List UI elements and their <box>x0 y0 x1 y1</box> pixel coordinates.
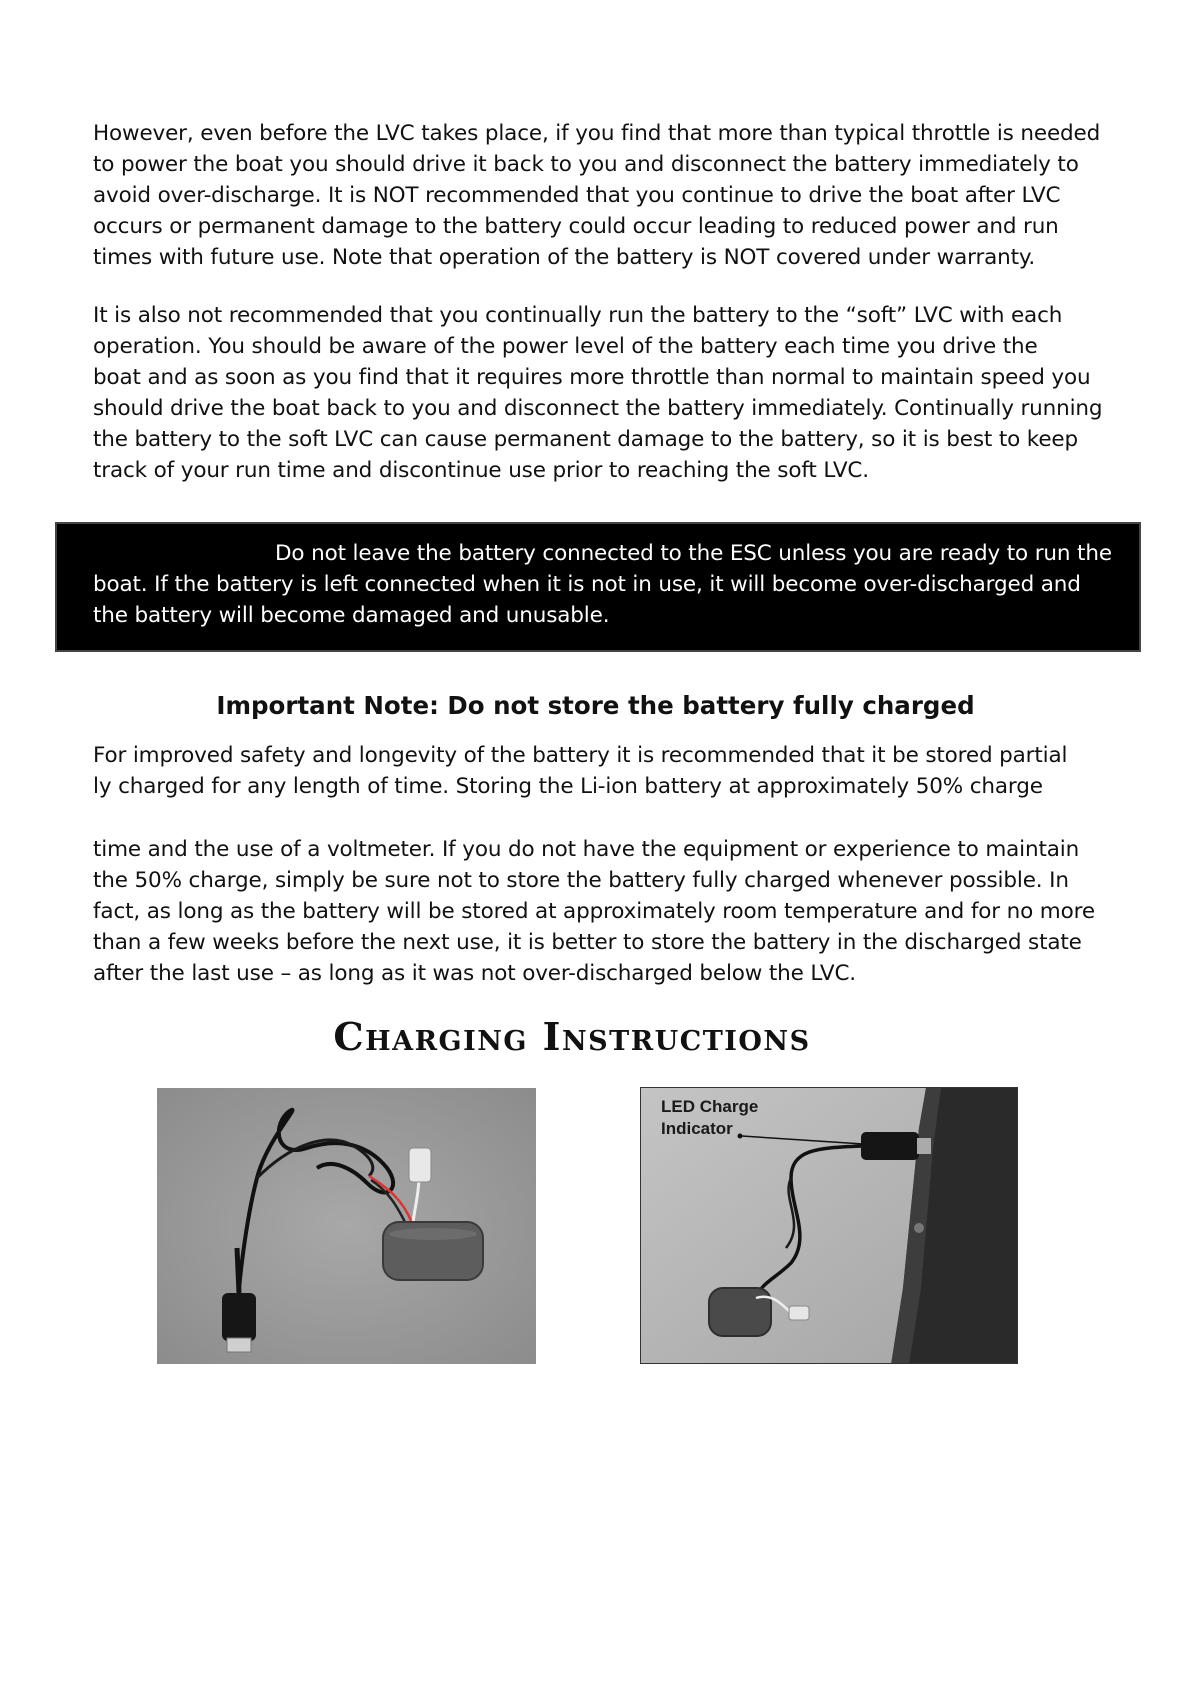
text-line: Indicator <box>661 1119 733 1138</box>
text-line: after the last use – as long as it was not over-discharged below the LVC. <box>93 961 856 986</box>
text-line: operation. You should be aware of the power level of the battery each time you drive the <box>93 334 1038 359</box>
text-line: fact, as long as the battery will be stored at approximately room temperature and for no more <box>93 899 1095 924</box>
text-line: to power the boat you should drive it back to you and disconnect the battery immediately to <box>93 152 1079 177</box>
text-line: track of your run time and discontinue use prior to reaching the soft LVC. <box>93 458 869 483</box>
led-charge-indicator-label <box>661 1096 758 1140</box>
text-line: boat and as soon as you find that it requires more throttle than normal to maintain speed you <box>93 365 1091 390</box>
text-line: LED Charge <box>661 1097 759 1116</box>
text-line: time and the use of a voltmeter. If you do not have the equipment or experience to maintain <box>93 837 1080 862</box>
warning-text <box>93 538 1133 631</box>
text-line: avoid over-discharge. It is NOT recommended that you continue to drive the boat after LVC <box>93 183 1061 208</box>
text-line: boat. If the battery is left connected when it is not in use, it will become over-discharged and <box>93 572 1081 597</box>
text-line: the battery to the soft LVC can cause permanent damage to the battery, so it is best to keep <box>93 427 1078 452</box>
text-line: than a few weeks before the next use, it is better to store the battery in the discharged state <box>93 930 1082 955</box>
text-line: Do not leave the battery connected to the ESC unless you are ready to run the <box>275 541 1112 566</box>
text-line: should drive the boat back to you and disconnect the battery immediately. Continually running <box>93 396 1103 421</box>
text-line: the 50% charge, simply be sure not to store the battery fully charged whenever possible. In <box>93 868 1069 893</box>
text-line: It is also not recommended that you continually run the battery to the “soft” LVC with each <box>93 303 1063 328</box>
important-note-heading: Important Note: Do not store the battery fully charged <box>216 691 975 720</box>
photo-led-charge-indicator <box>640 1087 1018 1364</box>
section-title: Charging Instructions <box>333 1014 811 1059</box>
text-line: the battery will become damaged and unusable. <box>93 603 610 628</box>
photo-usb-charger-battery <box>157 1088 536 1364</box>
usb-charger-battery-illustration <box>157 1088 536 1364</box>
text-line: occurs or permanent damage to the battery could occur leading to reduced power and run <box>93 214 1059 239</box>
paragraph-lvc-warning <box>93 118 1113 273</box>
text-line: For improved safety and longevity of the battery it is recommended that it be stored partial <box>93 743 1068 768</box>
paragraph-soft-lvc <box>93 300 1113 486</box>
text-line: However, even before the LVC takes place, if you find that more than typical throttle is needed <box>93 121 1101 146</box>
text-line: ly charged for any length of time. Storing the Li-ion battery at approximately 50% charge <box>93 774 1043 799</box>
paragraph-storage-1 <box>93 740 1113 802</box>
paragraph-storage-2 <box>93 834 1113 989</box>
text-line: times with future use. Note that operation of the battery is NOT covered under warranty. <box>93 245 1036 270</box>
warning-box <box>55 522 1141 652</box>
